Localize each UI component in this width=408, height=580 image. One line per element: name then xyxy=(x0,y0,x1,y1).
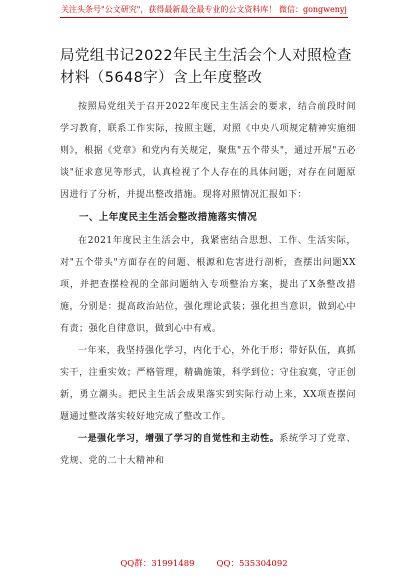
document-title: 局党组书记2022年民主生活会个人对照检查材料（5648字）含上年度整改 xyxy=(60,48,352,86)
top-banner: 关注头条号"公文研究"，获得最新最全最专业的公文资料库！ 微信：gongwenyj xyxy=(61,5,347,14)
banner-divider xyxy=(60,17,348,18)
footer-contacts xyxy=(0,558,408,570)
paragraph-lead-text: 一是强化学习，增强了学习的自觉性和主动性。 xyxy=(78,434,280,444)
qq-number: QQ：535304092 xyxy=(216,559,288,569)
qq-group-number: QQ群：31991489 xyxy=(120,559,195,569)
paragraph-rest-text: 系统学习了党章、党规、党的二十大精神和 xyxy=(60,434,356,466)
paragraph-strengthen-study xyxy=(60,428,356,472)
paragraph-year-summary: 一年来，我坚持强化学习，内化于心，外化于形；带好队伍，真抓实干，注重实效；严格管理，精确施策，科学到位；守住寂寞，守正创新，勇立潮头。把民主生活会成果落实到实际行动上来，XX项查摆问题通过整改落实较好地完成了整改工作。 xyxy=(60,346,356,422)
section-heading: 一、上年度民主生活会整改措施落实情况 xyxy=(79,212,258,223)
intro-paragraph: 按照局党组关于召开2022年度民主生活会的要求，结合前段时间学习教育，联系工作实际，按照主题，对照《中央八项规定精神实施细则》，根据《党章》和党内有关规定，聚焦"五个带头"，通过开展"五必谈"征求意见等形式，认真检视了个人存在的具体问题，对存在问题原因进行了分析，并提出整改措施。现将对照情况汇报如下： xyxy=(60,102,356,200)
document-body xyxy=(60,96,356,472)
paragraph-2021-review: 在2021年度民主生活会中，我紧密结合思想、工作、生活实际，对"五个带头"方面存在的问题、根源和危害进行剖析，查摆出问题XX项，并把查摆检视的全部问题纳入专项整治方案，提出了X条整改措施，分别是：提高政治站位，强化理论武装；强化担当意识，做到心中有责；强化自律意识，做到心中有戒。 xyxy=(60,236,356,334)
